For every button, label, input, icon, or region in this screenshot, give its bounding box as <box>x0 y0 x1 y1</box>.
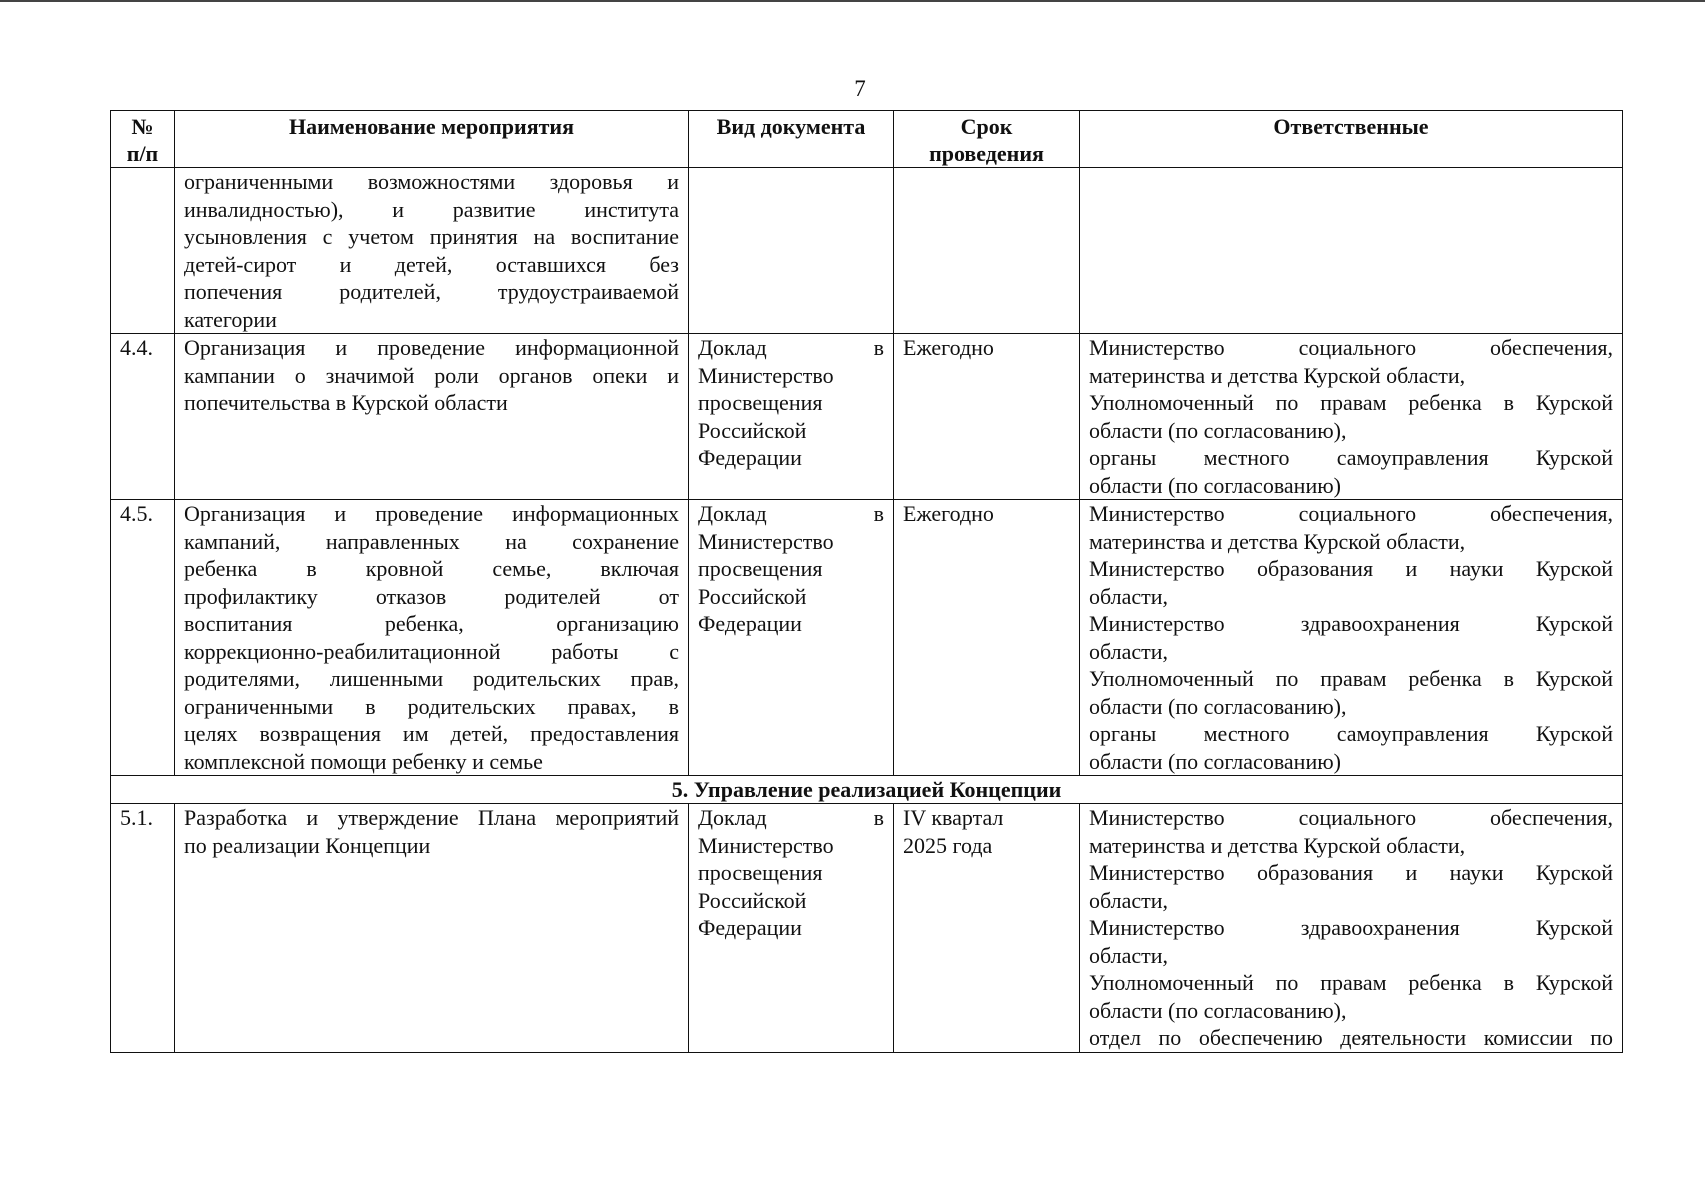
resp-line: Уполномоченный по правам ребенка в Курской <box>1089 970 1613 995</box>
table-header-row <box>111 111 1623 168</box>
row-num <box>111 168 175 334</box>
name-line: попечительства в Курской области <box>184 390 508 415</box>
name-line: коррекционно-реабилитационной работы с <box>184 638 679 664</box>
header-term: Срок проведения <box>894 111 1080 168</box>
resp-line: отдел по обеспечению деятельности комиссии по <box>1089 1025 1613 1050</box>
name-line: Разработка и утверждение Плана мероприятий <box>184 805 679 830</box>
doc-line: просвещения <box>698 860 823 885</box>
name-line: ограниченными в родительских правах, в <box>184 693 679 719</box>
name-line: инвалидностью), и развитие института <box>184 196 679 222</box>
resp-line: материнства и детства Курской области, <box>1089 832 1466 858</box>
page-number: 7 <box>854 76 866 101</box>
resp-line: области, <box>1089 638 1169 664</box>
name-line: профилактику отказов родителей от <box>184 583 679 609</box>
resp-line: материнства и детства Курской области, <box>1089 362 1466 388</box>
table-row <box>111 804 1623 1053</box>
resp-line: области (по согласованию) <box>1089 748 1341 774</box>
doc-line: Федерации <box>698 611 802 636</box>
row-resp <box>1080 500 1623 776</box>
resp-line: области (по согласованию) <box>1089 472 1341 498</box>
doc-line: Российской <box>698 583 807 609</box>
doc-line: Федерации <box>698 445 802 470</box>
doc-line: Министерство <box>698 832 834 858</box>
name-line: комплексной помощи ребенку и семье <box>184 748 543 774</box>
row-resp <box>1080 804 1623 1053</box>
resp-line: Министерство здравоохранения Курской <box>1089 611 1613 636</box>
doc-line: просвещения <box>698 390 823 415</box>
resp-line: области (по согласованию), <box>1089 997 1347 1023</box>
row-doc <box>689 500 894 776</box>
row-doc <box>689 804 894 1053</box>
resp-line: органы местного самоуправления Курской <box>1089 721 1613 746</box>
row-doc <box>689 334 894 500</box>
row-num: 5.1. <box>111 804 175 1053</box>
name-line: родителями, лишенными родительских прав, <box>184 666 679 691</box>
term-line: 2025 года <box>903 832 993 858</box>
header-resp: Ответственные <box>1080 111 1623 168</box>
name-line: кампании о значимой роли органов опеки и <box>184 362 679 388</box>
row-doc <box>689 168 894 334</box>
resp-line: Министерство образования и науки Курской <box>1089 860 1613 885</box>
resp-line: Уполномоченный по правам ребенка в Курской <box>1089 666 1613 691</box>
resp-line: области (по согласованию), <box>1089 417 1347 443</box>
resp-line: Министерство социального обеспечения, <box>1089 805 1613 830</box>
name-line: попечения родителей, трудоустраиваемой <box>184 279 679 304</box>
row-resp <box>1080 334 1623 500</box>
section-title: 5. Управление реализацией Концепции <box>111 776 1623 804</box>
name-line: по реализации Концепции <box>184 832 431 858</box>
events-table <box>110 110 1623 1053</box>
doc-line: Российской <box>698 417 807 443</box>
resp-line: Министерство здравоохранения Курской <box>1089 915 1613 940</box>
table-row <box>111 334 1623 500</box>
doc-line: Федерации <box>698 915 802 940</box>
doc-line: Доклад в <box>698 501 884 526</box>
row-term <box>894 168 1080 334</box>
header-doc: Вид документа <box>689 111 894 168</box>
term-line: IV квартал <box>903 805 1004 830</box>
scan-edge <box>0 0 1705 2</box>
table-row <box>111 168 1623 334</box>
doc-line: Доклад в <box>698 335 884 360</box>
resp-line: области, <box>1089 942 1169 968</box>
row-name <box>175 804 689 1053</box>
row-resp <box>1080 168 1623 334</box>
row-num: 4.5. <box>111 500 175 776</box>
row-term: Ежегодно <box>894 334 1080 500</box>
header-num: № п/п <box>111 111 175 168</box>
doc-line: Министерство <box>698 528 834 554</box>
resp-line: Министерство социального обеспечения, <box>1089 335 1613 360</box>
name-line: категории <box>184 306 277 332</box>
row-name <box>175 168 689 334</box>
name-line: ограниченными возможностями здоровья и <box>184 169 679 194</box>
resp-line: Министерство социального обеспечения, <box>1089 501 1613 526</box>
name-line: целях возвращения им детей, предоставления <box>184 721 679 746</box>
doc-line: Доклад в <box>698 805 884 830</box>
resp-line: области, <box>1089 583 1169 609</box>
doc-line: Министерство <box>698 362 834 388</box>
name-line: ребенка в кровной семье, включая <box>184 556 679 581</box>
doc-line: просвещения <box>698 556 823 581</box>
resp-line: области (по согласованию), <box>1089 693 1347 719</box>
row-term: Ежегодно <box>894 500 1080 776</box>
name-line: усыновления с учетом принятия на воспитание <box>184 224 679 249</box>
name-line: Организация и проведение информационных <box>184 501 679 526</box>
doc-line: Российской <box>698 887 807 913</box>
name-line: детей-сирот и детей, оставшихся без <box>184 251 679 277</box>
resp-line: Министерство образования и науки Курской <box>1089 556 1613 581</box>
row-name <box>175 500 689 776</box>
section-row <box>111 776 1623 804</box>
row-term <box>894 804 1080 1053</box>
resp-line: органы местного самоуправления Курской <box>1089 445 1613 470</box>
name-line: кампаний, направленных на сохранение <box>184 528 679 554</box>
row-name <box>175 334 689 500</box>
resp-line: области, <box>1089 887 1169 913</box>
resp-line: Уполномоченный по правам ребенка в Курской <box>1089 390 1613 415</box>
resp-line: материнства и детства Курской области, <box>1089 528 1466 554</box>
name-line: воспитания ребенка, организацию <box>184 611 679 636</box>
name-line: Организация и проведение информационной <box>184 335 679 360</box>
header-name: Наименование мероприятия <box>175 111 689 168</box>
table-row <box>111 500 1623 776</box>
row-num: 4.4. <box>111 334 175 500</box>
